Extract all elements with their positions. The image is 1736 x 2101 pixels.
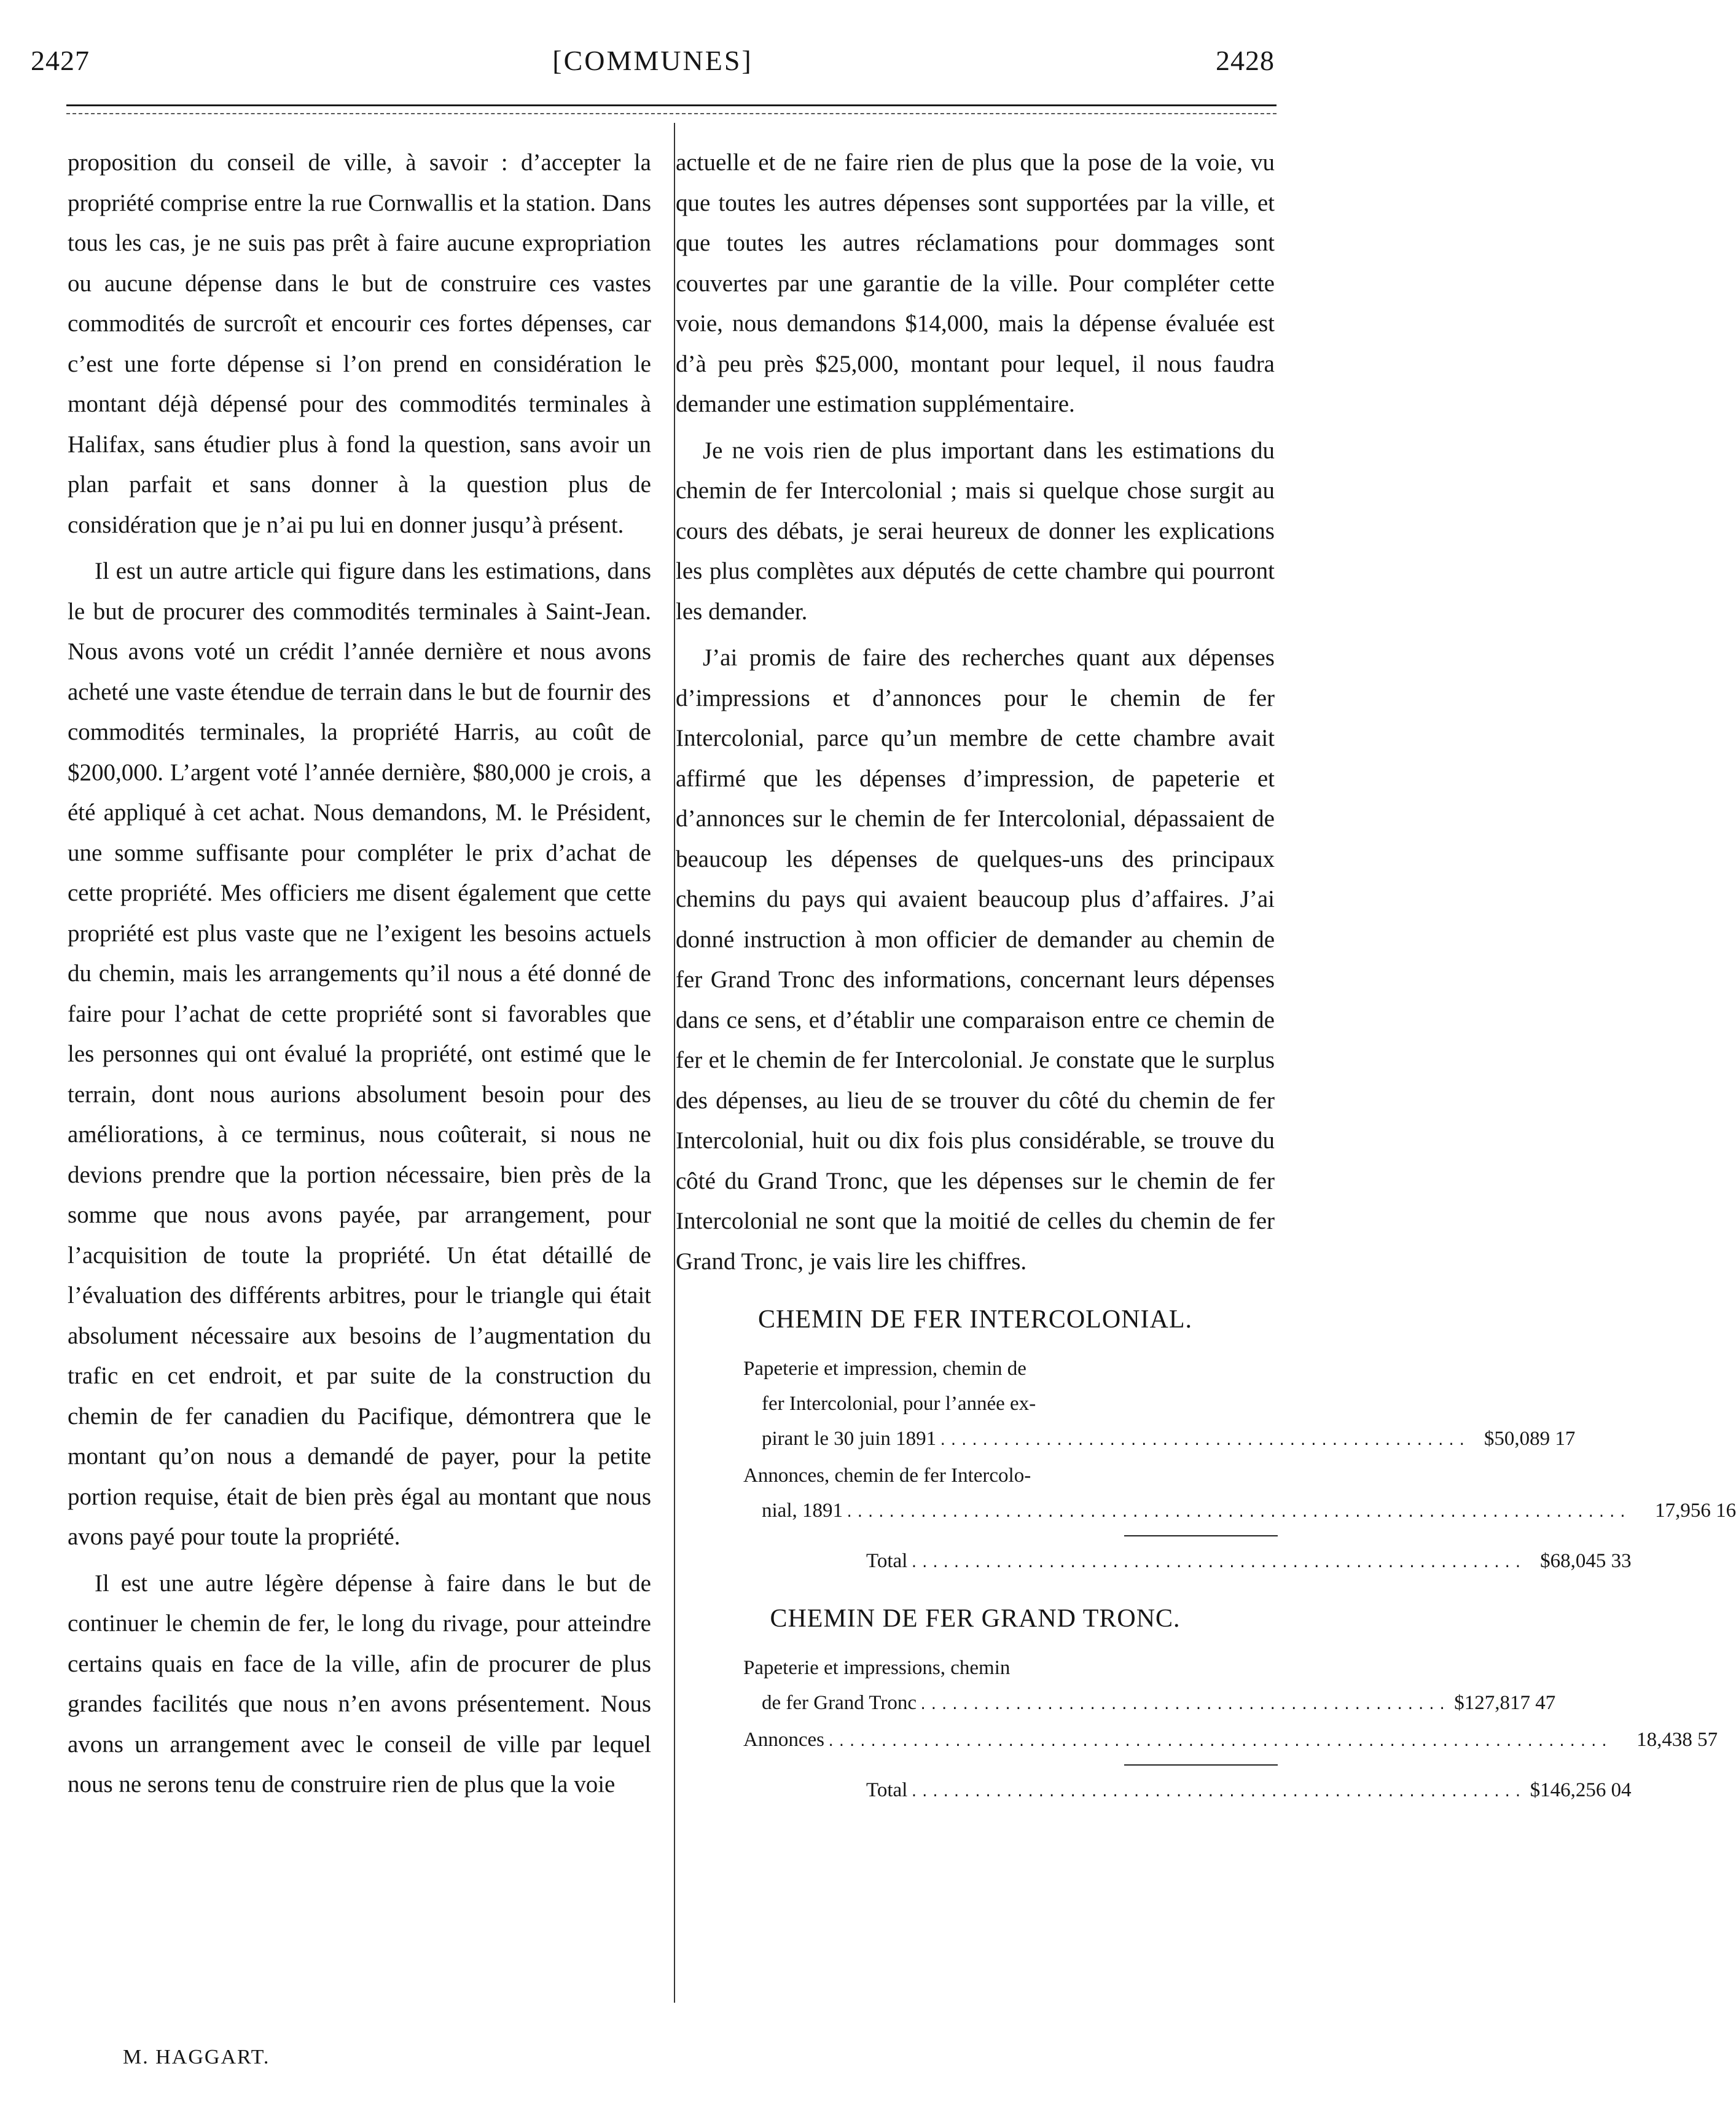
row-label: Annonces bbox=[743, 1729, 824, 1751]
expense-table-intercolonial bbox=[743, 1352, 1736, 1581]
row-label: pirant le 30 juin 1891 bbox=[762, 1428, 937, 1450]
row-label: Papeterie et impressions, chemin bbox=[743, 1657, 1011, 1679]
table-title-intercolonial: CHEMIN DE FER INTERCOLONIAL. bbox=[758, 1305, 1192, 1334]
paragraph: proposition du conseil de ville, à savoir : d’accepter la propriété comprise entre la rue Cornwallis et la station. Dans tous les cas, je ne suis pas prêt à faire aucune expropriation ou aucune dépense dans le but de construire ces vastes commodités de surcroît et encourir ces fortes dépenses, car c’est une forte dépense si l’on prend en considération le montant déjà dépensé pour des commodités terminales à Halifax, sans étudier plus à fond la question, sans avoir un plan parfait et sans donner à la question plus de considération que je n’ai pu lui en donner jusqu’à présent. bbox=[68, 149, 651, 538]
header-rule-secondary bbox=[66, 113, 1277, 114]
expense-table-grand-tronc bbox=[743, 1651, 1718, 1810]
table-row bbox=[743, 1458, 1278, 1493]
dot-leader: .......................................................................... bbox=[826, 1734, 1611, 1750]
right-column bbox=[676, 143, 1736, 1810]
table-title-grand-tronc: CHEMIN DE FER GRAND TRONC. bbox=[770, 1605, 1181, 1633]
total-label: Total bbox=[866, 1779, 908, 1801]
table-total-row bbox=[743, 1544, 1632, 1581]
sum-rule bbox=[1124, 1535, 1278, 1536]
row-label: Papeterie et impression, chemin de bbox=[743, 1358, 1026, 1380]
table-row bbox=[743, 1352, 1278, 1387]
row-label: de fer Grand Tronc bbox=[762, 1692, 917, 1714]
paragraph: Il est une autre légère dépense à faire dans le but de continuer le chemin de fer, le long du rivage, pour atteindre certains quais en face de la ville, afin de procurer de plus grandes facilités que nous n’en avons présentement. Nous avons un arrangement avec le conseil de ville par lequel nous ne serons tenu de construire rien de plus que la voie bbox=[68, 1570, 651, 1798]
total-label: Total bbox=[866, 1550, 908, 1572]
table-row bbox=[743, 1493, 1736, 1530]
row-amount: 18,438 57 bbox=[1636, 1729, 1718, 1751]
paragraph: actuelle et de ne faire rien de plus que la pose de la voie, vu que toutes les autres dépenses sont supportées par la ville, et que toutes les autres réclamations pour dommages sont couvertes par une garantie de la ville. Pour compléter cette voie, nous demandons $14,000, mais la dépense évaluée est d’à peu près $25,000, montant pour lequel, il nous faudra demander une estimation supplémentaire. bbox=[676, 149, 1275, 417]
paragraph: Il est un autre article qui figure dans les estimations, dans le but de procurer des commodités terminales à Saint-Jean. Nous avons voté un crédit l’année dernière et nous avons acheté une vaste étendue de terrain dans le but de fournir des commodités terminales, la propriété Harris, au coût de $200,000. L’argent voté l’année dernière, $80,000 je crois, a été appliqué à cet achat. Nous demandons, M. le Président, une somme suffisante pour compléter le prix d’achat de cette propriété. Mes officiers me disent également que cette propriété est plus vaste que ne l’exigent les besoins actuels du chemin, mais les arrangements qu’il nous a été donné de faire pour l’achat de cette propriété sont si favorables que les personnes qui ont évalué la propriété, ont estimé que le terrain, dont nous aurions absolument besoin pour des améliorations, à ce terminus, nous coûterait, si nous ne devions prendre que la portion nécessaire, bien près de la somme que nous avons payée, par arrangement, pour l’acquisition de toute la propriété. Un état détaillé de l’évaluation des différents arbitres, pour le triangle qui était absolument nécessaire aux besoins de l’augmentation du trafic en cet endroit, et par suite de la construction du chemin de fer canadien du Pacifique, démontrera que le montant qu’on nous a demandé de payer, pour la petite portion requise, était de bien près égal au montant que nous avons payé pour toute la propriété. bbox=[68, 558, 651, 1550]
row-label: Annonces, chemin de fer Intercolo- bbox=[743, 1465, 1031, 1487]
dot-leader: .................................................. bbox=[939, 1433, 1469, 1449]
dot-leader: .......................................................................... bbox=[845, 1505, 1630, 1520]
table-row bbox=[743, 1387, 1278, 1422]
header-rule bbox=[66, 104, 1277, 106]
total-amount: $68,045 33 bbox=[1540, 1550, 1632, 1572]
running-title: [COMMUNES] bbox=[552, 44, 753, 76]
row-amount: $50,089 17 bbox=[1484, 1428, 1576, 1450]
row-label: fer Intercolonial, pour l’année ex- bbox=[762, 1393, 1036, 1415]
page-header bbox=[31, 36, 1275, 85]
row-amount: $127,817 47 bbox=[1454, 1692, 1556, 1714]
table-row bbox=[743, 1651, 1278, 1686]
column-divider bbox=[674, 123, 675, 2003]
table-row bbox=[743, 1686, 1556, 1723]
left-column bbox=[68, 143, 651, 1811]
table-row bbox=[743, 1723, 1718, 1759]
dot-leader: .................................................. bbox=[919, 1697, 1449, 1713]
table-row bbox=[743, 1422, 1576, 1458]
table-total-row bbox=[743, 1773, 1632, 1810]
page-number-left: 2427 bbox=[31, 44, 90, 76]
row-amount: 17,956 16 bbox=[1655, 1500, 1736, 1522]
dot-leader: .......................................................... bbox=[910, 1555, 1525, 1571]
sum-rule bbox=[1124, 1764, 1278, 1766]
page-number-right: 2428 bbox=[1216, 44, 1275, 76]
total-amount: $146,256 04 bbox=[1530, 1779, 1632, 1801]
speaker-name: M. HAGGART. bbox=[123, 2046, 270, 2068]
paragraph: Je ne vois rien de plus important dans les estimations du chemin de fer Intercolonial ; mais si quelque chose surgit au cours des débats, je serai heureux de donner les explications les plus complètes aux députés de cette chambre qui pourront les demander. bbox=[676, 437, 1275, 625]
paragraph: J’ai promis de faire des recherches quant aux dépenses d’impressions et d’annonces pour le chemin de fer Intercolonial, parce qu’un membre de cette chambre avait affirmé que les dépenses d’impression, de papeterie et d’annonces sur le chemin de fer Intercolonial, dépassaient de beaucoup les dépenses de quelques-uns des principaux chemins du pays qui avaient beaucoup plus d’affaires. J’ai donné instruction à mon officier de demander au chemin de fer Grand Tronc des informations, concernant leurs dépenses dans ce sens, et d’établir une comparaison entre ce chemin de fer et le chemin de fer Intercolonial. Je constate que le surplus des dépenses, au lieu de se trouver du côté du chemin de fer Intercolonial, huit ou dix fois plus considérable, se trouve du côté du Grand Tronc, que les dépenses sur le chemin de fer Intercolonial ne sont que la moitié de celles du chemin de fer Grand Tronc, je vais lire les chiffres. bbox=[676, 644, 1275, 1275]
dot-leader: .......................................................... bbox=[910, 1785, 1525, 1800]
row-label: nial, 1891 bbox=[762, 1500, 843, 1522]
